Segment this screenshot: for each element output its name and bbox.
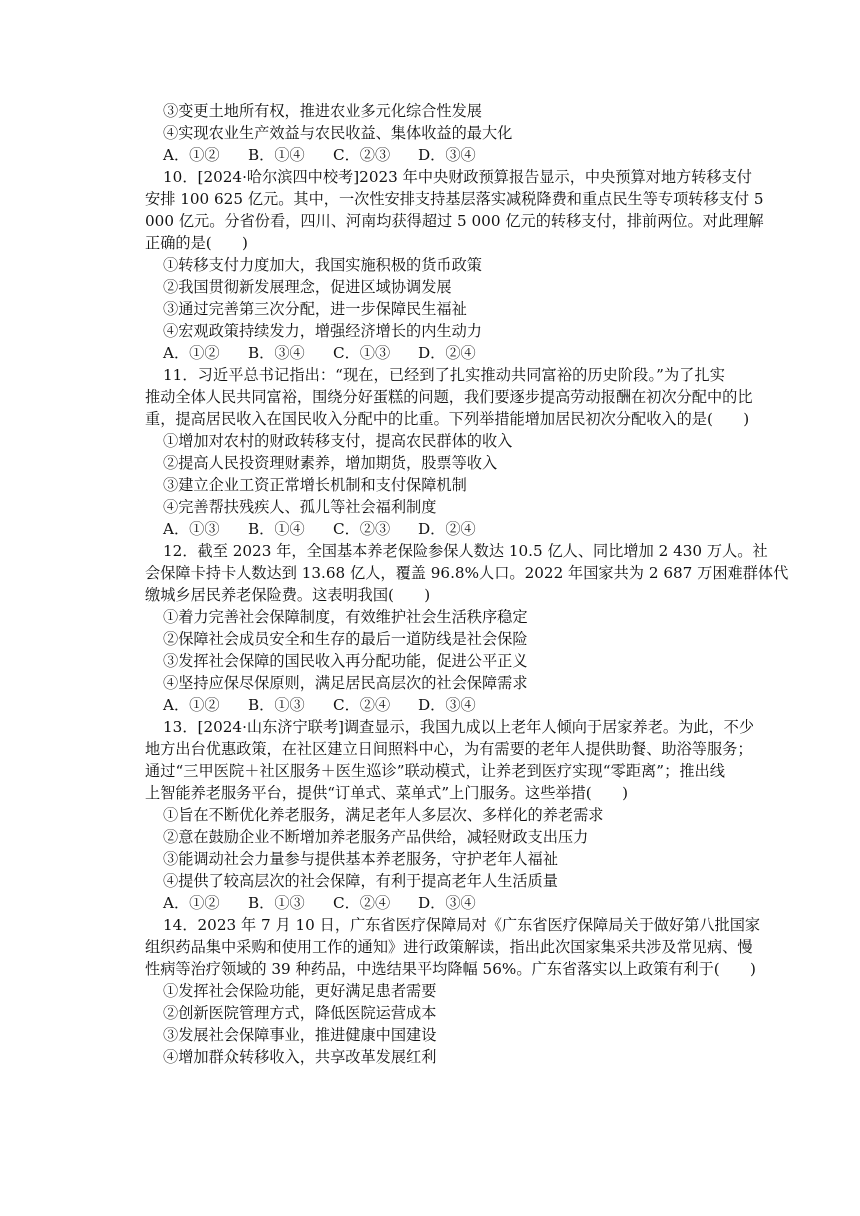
option-item: ③变更土地所有权，推进农业多元化综合性发展 [163,102,482,120]
document-page [145,100,789,1068]
question-stem-line: 14．2023 年 7 月 10 日，广东省医疗保障局对《广东省医疗保障局关于做好第八批国家 [163,916,761,934]
option-item: ④增加群众转移收入，共享改革发展红利 [163,1048,437,1066]
option-item: ③建立企业工资正常增长机制和支付保障机制 [163,476,467,494]
question-stem-line: 11．习近平总书记指出：“现在，已经到了扎实推动共同富裕的历史阶段。”为了扎实 [163,366,725,384]
choice-d: D．②④ [418,344,476,362]
choice-d: D．②④ [418,520,476,538]
option-item: ②创新医院管理方式，降低医院运营成本 [163,1004,437,1022]
option-item: ①旨在不断优化养老服务，满足老年人多层次、多样化的养老需求 [163,806,604,824]
option-item: ②提高人民投资理财素养，增加期货，股票等收入 [163,454,498,472]
question-14 [145,914,761,1068]
choice-c: C．②④ [333,894,391,912]
choice-d: D．③④ [418,696,476,714]
choice-b: B．①③ [248,894,305,912]
answer-choices [145,694,725,716]
choice-d: D．③④ [418,146,476,164]
option-item: ③发展社会保障事业，推进健康中国建设 [163,1026,437,1044]
question-stem-line: 10．[2024·哈尔滨四中校考]2023 年中央财政预算报告显示，中央预算对地方转移支付 [163,168,752,186]
choice-a: A．①② [163,344,220,362]
question-stem-line: 会保障卡持卡人数达到 13.68 亿人，覆盖 96.8%人口。2022 年国家共为 2 687 万困难群体代 [145,564,789,582]
choice-b: B．①④ [248,146,305,164]
answer-choices [145,342,725,364]
question-stem-line: 地方出台优惠政策，在社区建立日间照料中心，为有需要的老年人提供助餐、助浴等服务； [145,740,753,758]
choice-a: A．①③ [163,520,220,538]
answer-choices [145,892,725,914]
choice-a: A．①② [163,696,220,714]
option-item: ①着力完善社会保障制度，有效维护社会生活秩序稳定 [163,608,528,626]
answer-choices [145,518,725,540]
question-stem-line: 重，提高居民收入在国民收入分配中的比重。下列举措能增加居民初次分配收入的是( ) [145,410,750,428]
question-stem-line: 缴城乡居民养老保险费。这表明我国( ) [145,586,431,604]
option-item: ①发挥社会保险功能，更好满足患者需要 [163,982,437,1000]
question-12 [145,540,789,716]
choice-c: C．①③ [333,344,391,362]
option-item: ④提供了较高层次的社会保障，有利于提高老年人生活质量 [163,872,558,890]
choice-b: B．③④ [248,344,305,362]
question-stem-line: 性病等治疗领域的 39 种药品，中选结果平均降幅 56%。广东省落实以上政策有利于( ) [145,960,756,978]
question-stem-line: 通过“三甲医院＋社区服务＋医生巡诊”联动模式，让养老到医疗实现“零距离”；推出线 [145,762,725,780]
option-item: ②意在鼓励企业不断增加养老服务产品供给，减轻财政支出压力 [163,828,589,846]
option-item: ①增加对农村的财政转移支付，提高农民群体的收入 [163,432,513,450]
option-item: ④完善帮扶残疾人、孤儿等社会福利制度 [163,498,437,516]
choice-c: C．②③ [333,520,391,538]
question-11 [145,364,753,540]
question-stem-line: 13．[2024·山东济宁联考]调查显示，我国九成以上老年人倾向于居家养老。为此，不少 [163,718,755,736]
option-item: ③通过完善第三次分配，进一步保障民生福祉 [163,300,467,318]
option-item: ④宏观政策持续发力，增强经济增长的内生动力 [163,322,482,340]
option-item: ①转移支付力度加大，我国实施积极的货币政策 [163,256,482,274]
question-stem-line: 正确的是( ) [145,234,248,252]
choice-c: C．②③ [333,146,391,164]
option-item: ④坚持应保尽保原则，满足居民高层次的社会保障需求 [163,674,528,692]
question-13 [145,716,755,914]
choice-a: A．①② [163,146,220,164]
option-item: ③发挥社会保障的国民收入再分配功能，促进公平正义 [163,652,528,670]
option-item: ③能调动社会力量参与提供基本养老服务，守护老年人福祉 [163,850,558,868]
choice-b: B．①④ [248,520,305,538]
question-9-tail [145,100,725,166]
choice-c: C．②④ [333,696,391,714]
choice-d: D．③④ [418,894,476,912]
option-item: ②我国贯彻新发展理念，促进区域协调发展 [163,278,452,296]
question-stem-line: 安排 100 625 亿元。其中，一次性安排支持基层落实减税降费和重点民生等专项转移支付 5 [145,190,764,208]
question-stem-line: 000 亿元。分省份看，四川、河南均获得超过 5 000 亿元的转移支付，排前两位。对此理解 [145,212,764,230]
question-stem-line: 推动全体人民共同富裕，围绕分好蛋糕的问题，我们要逐步提高劳动报酬在初次分配中的比 [145,388,753,406]
answer-choices [145,144,725,166]
question-10 [145,166,764,364]
question-stem-line: 12．截至 2023 年，全国基本养老保险参保人数达 10.5 亿人、同比增加 2 430 万人。社 [163,542,768,560]
question-stem-line: 组织药品集中采购和使用工作的通知》进行政策解读，指出此次国家集采共涉及常见病、慢 [145,938,753,956]
option-item: ②保障社会成员安全和生存的最后一道防线是社会保险 [163,630,528,648]
choice-b: B．①③ [248,696,305,714]
question-stem-line: 上智能养老服务平台，提供“订单式、菜单式”上门服务。这些举措( ) [145,784,629,802]
choice-a: A．①② [163,894,220,912]
option-item: ④实现农业生产效益与农民收益、集体收益的最大化 [163,124,513,142]
